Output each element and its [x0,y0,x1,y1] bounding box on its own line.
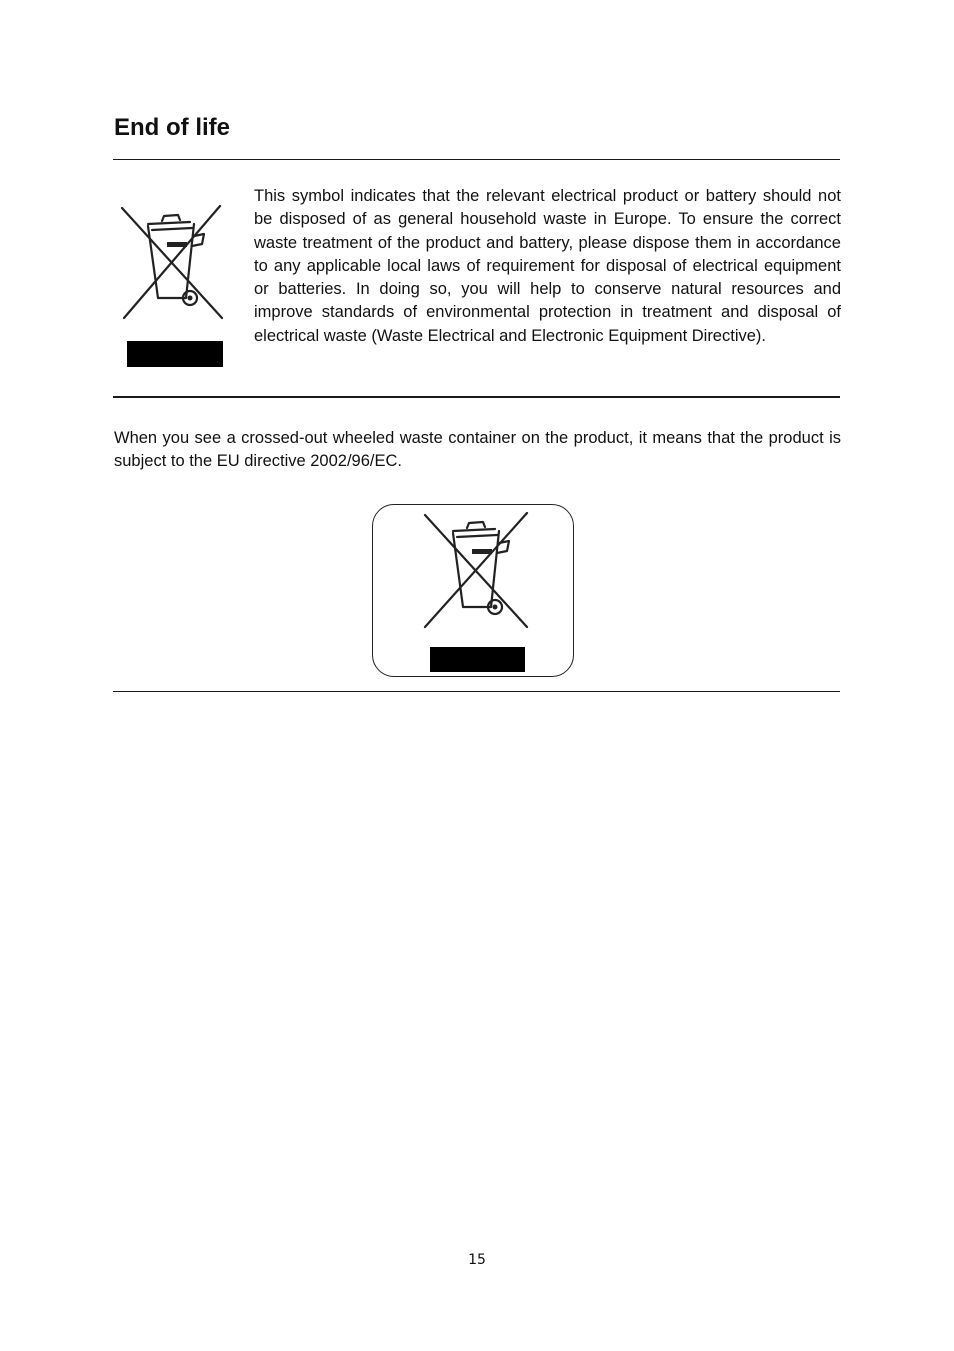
section-divider [113,396,840,398]
page-number: 15 [468,1252,486,1268]
symbol-description: This symbol indicates that the relevant electrical product or battery should not be disposed of as general household waste in Europe. To ensure the correct waste treatment of the product and battery, please dispose them in accordance to any applicable local laws of requirement for disposal of electrical equipment or batteries. In doing so, you will help to conserve natural resources and improve standards of environmental protection in treatment and disposal of electrical waste (Waste Electrical and Electronic Equipment Directive). [254,187,841,345]
page-title: End of life [114,114,230,141]
crossed-out-wheeled-bin-icon [112,200,230,370]
top-divider [113,159,840,160]
directive-note: When you see a crossed-out wheeled waste container on the product, it means that the product is subject to the EU directive 2002/96/EC. [114,429,841,471]
bottom-divider [113,691,840,692]
crossed-out-wheeled-bin-icon [417,509,533,673]
weee-symbol-frame [372,504,574,677]
